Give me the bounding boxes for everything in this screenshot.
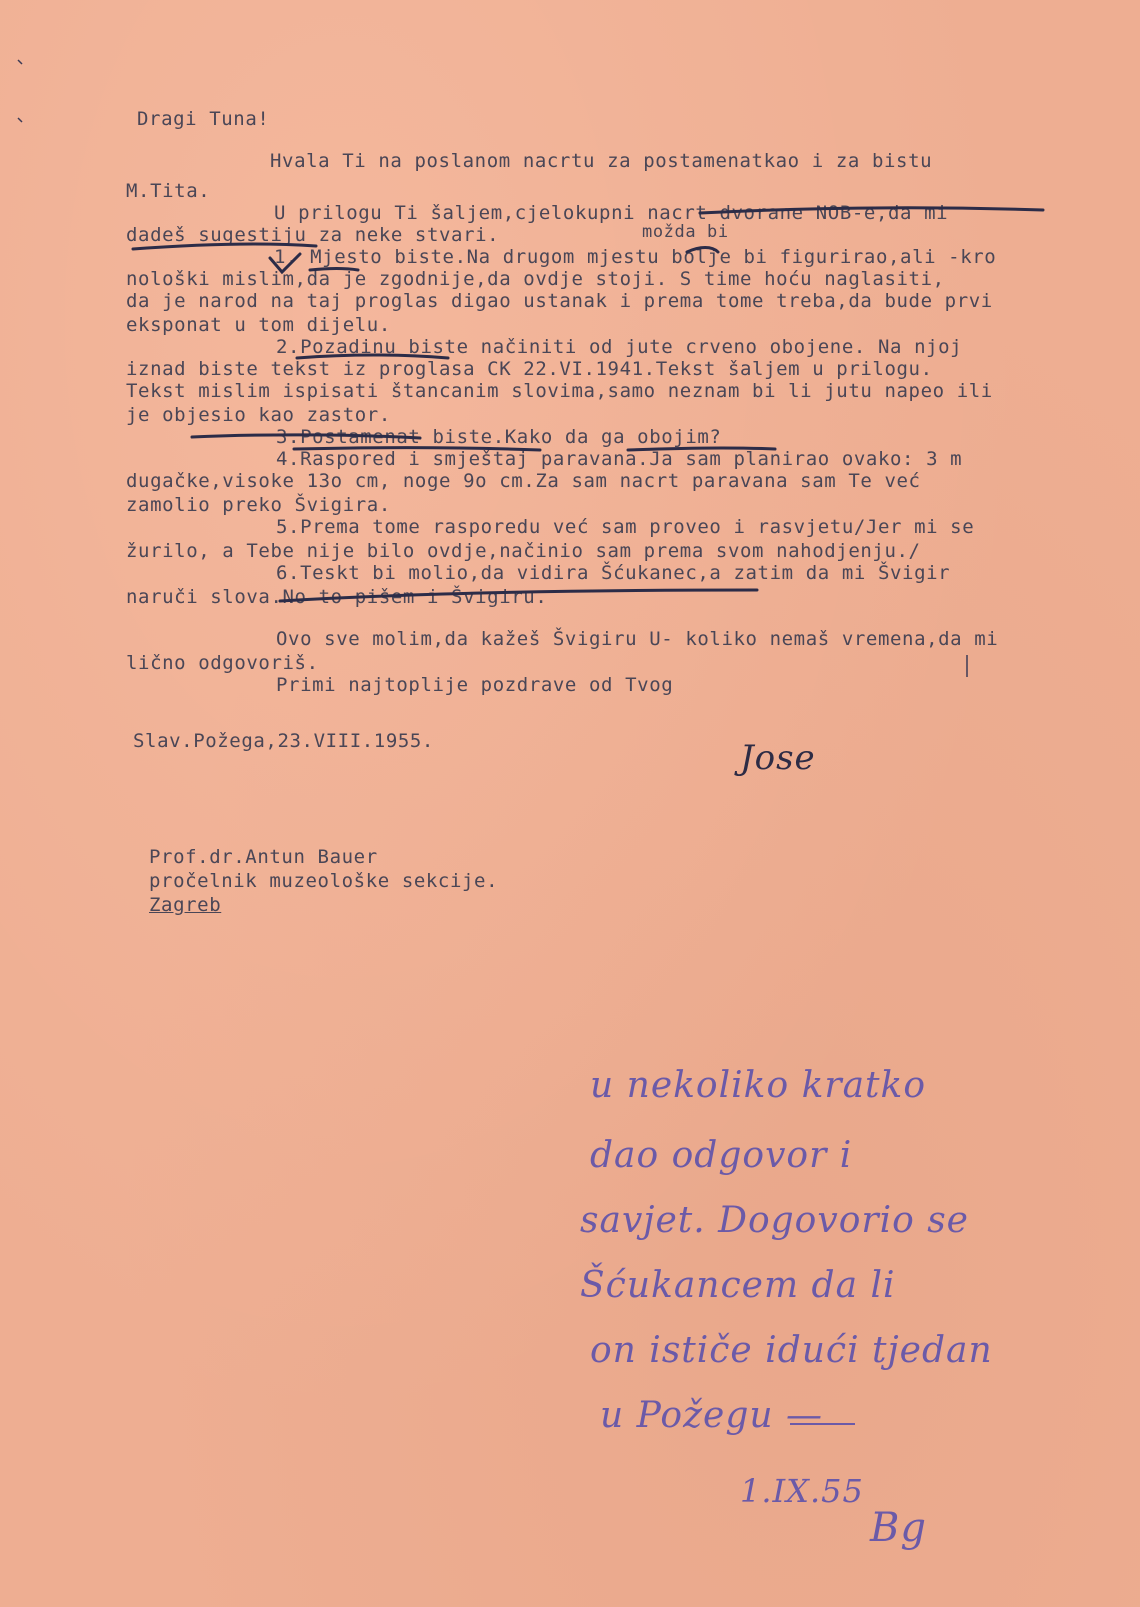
underline-mark bbox=[294, 448, 540, 450]
handwritten-line: Šćukancem da li bbox=[580, 1265, 896, 1306]
handwritten-line: on ističe idući tjedan bbox=[590, 1330, 993, 1371]
letter-line: M.Tita. bbox=[126, 180, 211, 202]
letter-line: Tekst mislim ispisati štancanim slovima,samo neznam bi li jutu napeo ili bbox=[126, 380, 993, 402]
letter-line: 2.Pozadinu biste načiniti od jute crveno obojene. Na njoj bbox=[276, 336, 963, 358]
letter-line: je objesio kao zastor. bbox=[126, 404, 391, 426]
handwritten-line: savjet. Dogovorio se bbox=[580, 1200, 969, 1241]
letter-line: žurilo, a Tebe nije bilo ovdje,načinio sam prema svom nahodjenju./ bbox=[126, 540, 921, 562]
letter-line: Ovo sve molim,da kažeš Švigiru U- koliko nemaš vremena,da mi bbox=[276, 628, 999, 650]
letter-line: 1. Mjesto biste.Na drugom mjestu bolje bi figurirao,ali -kro bbox=[274, 246, 997, 268]
letter-line: 4.Raspored i smještaj paravana.Ja sam planirao ovako: 3 m bbox=[276, 448, 963, 470]
signature: Jose bbox=[740, 738, 816, 778]
recipient-title: pročelnik muzeološke sekcije. bbox=[149, 870, 499, 892]
underline-mark bbox=[192, 435, 420, 438]
letter-line: lično odgovoriš. bbox=[126, 652, 319, 674]
margin-mark bbox=[18, 118, 22, 122]
greeting: Dragi Tuna! bbox=[137, 108, 270, 130]
letter-line: nološki mislim,da je zgodnije,da ovdje stoji. S time hoću naglasiti, bbox=[126, 268, 945, 290]
letter-line: zamolio preko Švigira. bbox=[126, 494, 391, 516]
inserted-note: možda bi bbox=[642, 222, 729, 242]
underline-mark bbox=[133, 244, 316, 249]
letter-line: dugačke,visoke 13o cm, noge 9o cm.Za sam nacrt paravana sam Te već bbox=[126, 470, 921, 492]
letter-line: dadeš sugestiju za neke stvari. bbox=[126, 224, 500, 246]
letter-line: 5.Prema tome rasporedu već sam proveo i rasvjetu/Jer mi se bbox=[276, 516, 975, 538]
handwritten-line: dao odgovor i bbox=[590, 1135, 853, 1176]
underline-mark bbox=[310, 269, 358, 271]
recipient-name: Prof.dr.Antun Bauer bbox=[149, 846, 378, 868]
letter-line: 6.Teskt bi molio,da vidira Šćukanec,a zatim da mi Švigir bbox=[276, 562, 951, 584]
letter-line: 3.Postamenat biste.Kako da ga obojim? bbox=[276, 426, 722, 448]
underline-mark bbox=[297, 355, 448, 358]
handwritten-line: u nekoliko kratko bbox=[590, 1065, 927, 1106]
check-mark bbox=[270, 254, 300, 272]
underline-mark bbox=[628, 448, 775, 450]
underline-mark bbox=[280, 590, 757, 601]
underline-mark bbox=[687, 248, 718, 253]
letter-line: naruči slova.No to pišem i Švigiru. bbox=[126, 586, 548, 608]
letter-line: U prilogu Ti šaljem,cjelokupni nacrt dvorane NOB-e,da mi bbox=[274, 202, 949, 224]
handwritten-line: u Požegu — bbox=[600, 1395, 824, 1436]
letter-line: da je narod na taj proglas digao ustanak i prema tome treba,da bude prvi bbox=[126, 290, 993, 312]
margin-mark bbox=[18, 60, 22, 64]
letter-line: Hvala Ti na poslanom nacrtu za postamenatkao i za bistu bbox=[270, 150, 933, 172]
underline-mark bbox=[700, 208, 1043, 213]
handwritten-initials: Bg bbox=[870, 1505, 927, 1551]
recipient-city: Zagreb bbox=[149, 894, 222, 916]
place-date: Slav.Požega,23.VIII.1955. bbox=[133, 730, 434, 752]
handwritten-date: 1.IX.55 bbox=[740, 1472, 864, 1510]
letter-line: eksponat u tom dijelu. bbox=[126, 314, 391, 336]
letter-line: Primi najtoplije pozdrave od Tvog bbox=[276, 674, 674, 696]
letter-line: iznad biste tekst iz proglasa CK 22.VI.1941.Tekst šaljem u prilogu. bbox=[126, 358, 933, 380]
